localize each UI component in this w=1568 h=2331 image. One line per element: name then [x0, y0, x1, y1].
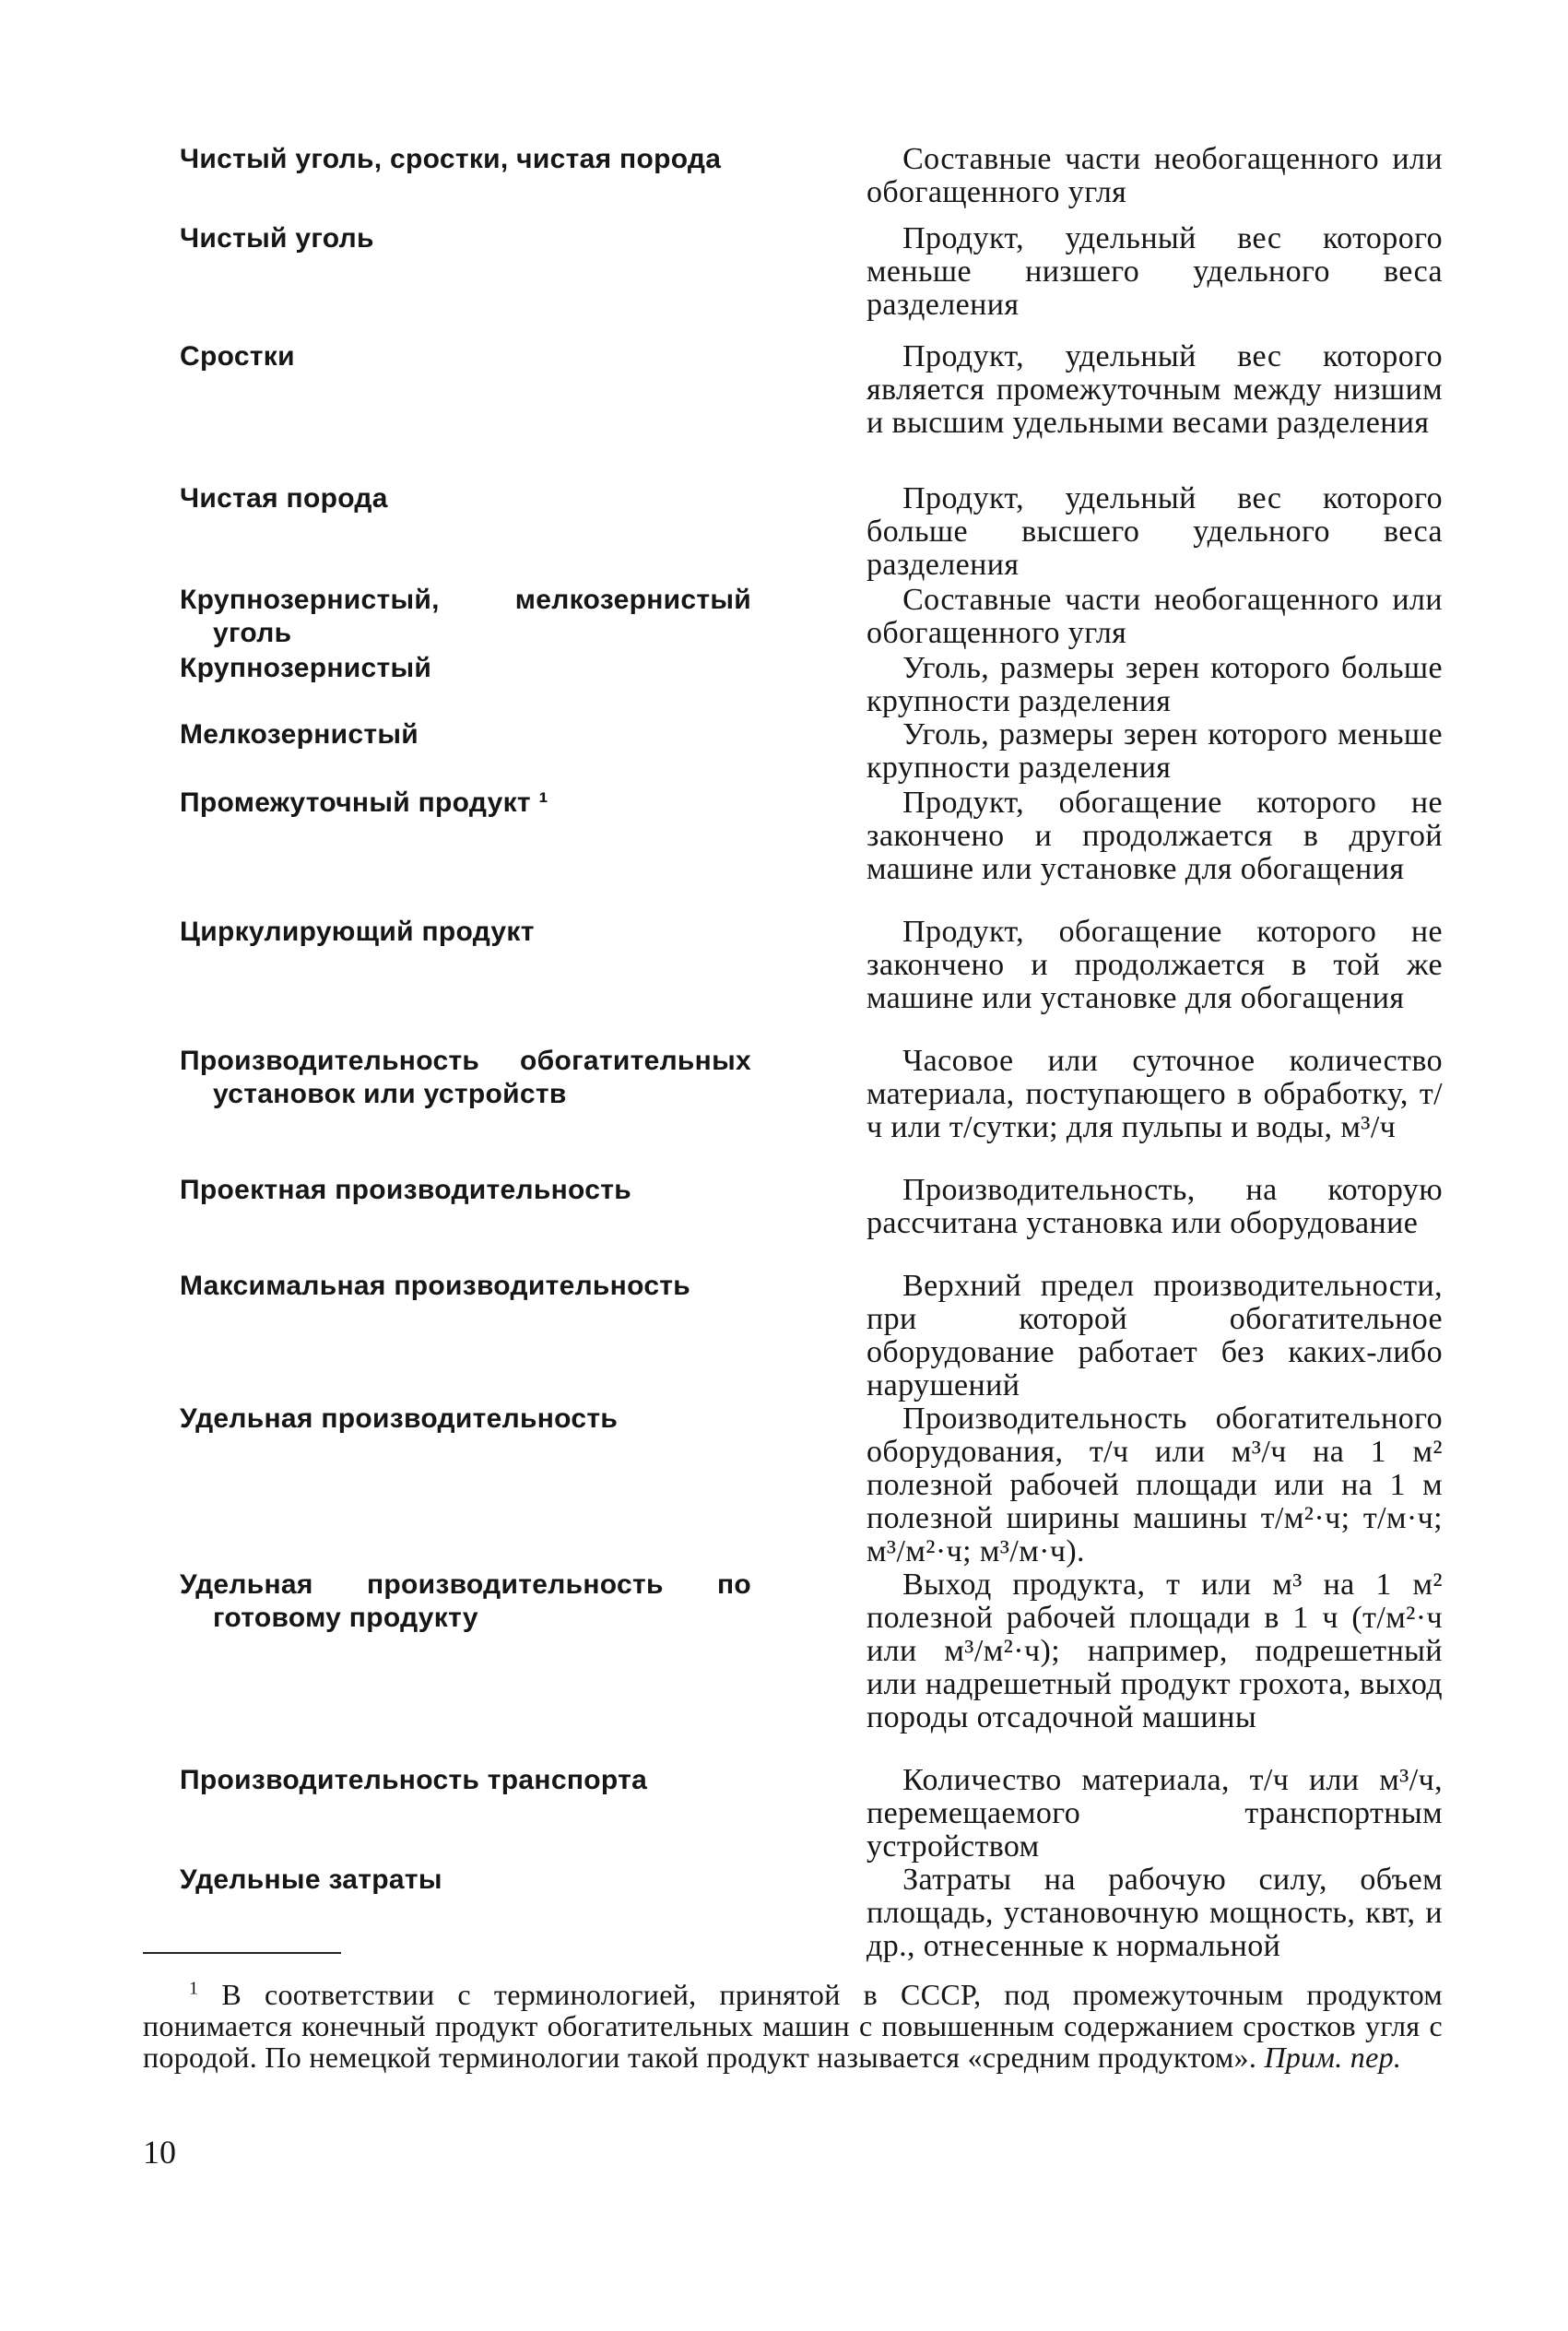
glossary-entry: [180, 1864, 1443, 1963]
entry-term: Крупнозернистый, мелкозернистый уголь: [180, 585, 751, 648]
entry-term: Проектная производительность: [180, 1175, 631, 1205]
glossary-entry: [180, 1568, 1443, 1764]
entry-definition: Продукт, обогащение которого не закончено и продолжается в той же машине или установке для обогащения: [867, 915, 1443, 1015]
entry-term: Удельная производительность: [180, 1403, 619, 1434]
entry-term: Удельная производительность по готовому продукту: [180, 1569, 751, 1633]
entry-definition: Составные части необогащенного или обогащенного угля: [867, 583, 1443, 650]
footnote-divider: [143, 1952, 341, 1954]
entry-definition: Производительность, на которую рассчитана установка или оборудование: [867, 1173, 1443, 1240]
entry-definition: Количество материала, т/ч или м³/ч, перемещаемого транспортным устройством: [867, 1763, 1443, 1864]
translator-note: Прим. пер.: [1264, 2041, 1402, 2074]
footnote-marker: 1: [189, 1978, 199, 1999]
glossary-entry: [180, 1045, 1443, 1174]
glossary-entry: [180, 1402, 1443, 1568]
glossary-entry: [180, 652, 1443, 718]
entry-term: Мелкозернистый: [180, 719, 419, 750]
entry-definition: Продукт, удельный вес которого является промежуточным между низшим и высшим удельными весами разделения: [867, 339, 1443, 440]
entry-definition: Уголь, размеры зерен которого больше крупности разделения: [867, 651, 1443, 718]
entry-term: Чистый уголь, сростки, чистая порода: [180, 144, 722, 174]
entry-definition: Уголь, размеры зерен которого меньше крупности разделения: [867, 717, 1443, 785]
entry-term: Чистая порода: [180, 483, 388, 514]
entry-definition: Продукт, обогащение которого не закончено и продолжается в другой машине или установке для обогащения: [867, 786, 1443, 886]
entry-definition: Затраты на рабочую силу, объем площадь, установочную мощность, квт, и др., отнесенные к нормальной: [867, 1863, 1443, 1963]
entry-definition: Продукт, удельный вес которого больше высшего удельного веса разделения: [867, 481, 1443, 582]
glossary-table: [180, 143, 1443, 1963]
footnote-text: В соответствии с терминологией, принятой в СССР, под промежуточным продуктом понимается конечный продукт обогатительных машин с повышенным содержанием сростков угля с породой. По немецкой терминологии такой продукт называется «средним продуктом».: [143, 1978, 1443, 2074]
entry-definition: Выход продукта, т или м³ на 1 м² полезной рабочей площади в 1 ч (т/м²·ч или м³/м²·ч); например, подрешетный или надрешетный продукт грохота, выход породы отсадочной машины: [867, 1568, 1443, 1734]
glossary-entry: [180, 1764, 1443, 1864]
glossary-entry: [180, 482, 1443, 584]
entry-definition: Составные части необогащенного или обогащенного угля: [867, 142, 1443, 209]
entry-term: Максимальная производительность: [180, 1271, 691, 1301]
entry-term: Сростки: [180, 341, 295, 372]
glossary-entry: [180, 222, 1443, 340]
entry-term: Производительность обогатительных установок или устройств: [180, 1046, 751, 1109]
glossary-entry: [180, 916, 1443, 1045]
entry-term: Удельные затраты: [180, 1864, 442, 1895]
glossary-entry: [180, 787, 1443, 916]
footnote: [143, 1979, 1443, 2073]
glossary-entry: [180, 1174, 1443, 1270]
entry-term: Крупнозернистый: [180, 653, 432, 683]
entry-term: Промежуточный продукт ¹: [180, 787, 548, 818]
entry-definition: Часовое или суточное количество материала, поступающего в обработку, т/ч или т/сутки; для пульпы и воды, м³/ч: [867, 1044, 1443, 1144]
entry-term: Циркулирующий продукт: [180, 917, 535, 947]
glossary-entry: [180, 340, 1443, 482]
glossary-entry: [180, 718, 1443, 787]
glossary-entry: [180, 143, 1443, 222]
entry-definition: Производительность обогатительного оборудования, т/ч или м³/ч на 1 м² полезной рабочей площади или на 1 м полезной ширины машины т/м²·ч; т/м·ч; м³/м²·ч; м³/м·ч).: [867, 1402, 1443, 1568]
entry-term: Производительность транспорта: [180, 1765, 648, 1795]
entry-definition: Продукт, удельный вес которого меньше низшего удельного веса разделения: [867, 221, 1443, 322]
glossary-entry: [180, 584, 1443, 652]
glossary-entry: [180, 1270, 1443, 1402]
page-number: 10: [143, 2134, 176, 2171]
entry-definition: Верхний предел производительности, при которой обогатительное оборудование работает без каких-либо нарушений: [867, 1269, 1443, 1402]
entry-term: Чистый уголь: [180, 223, 374, 254]
